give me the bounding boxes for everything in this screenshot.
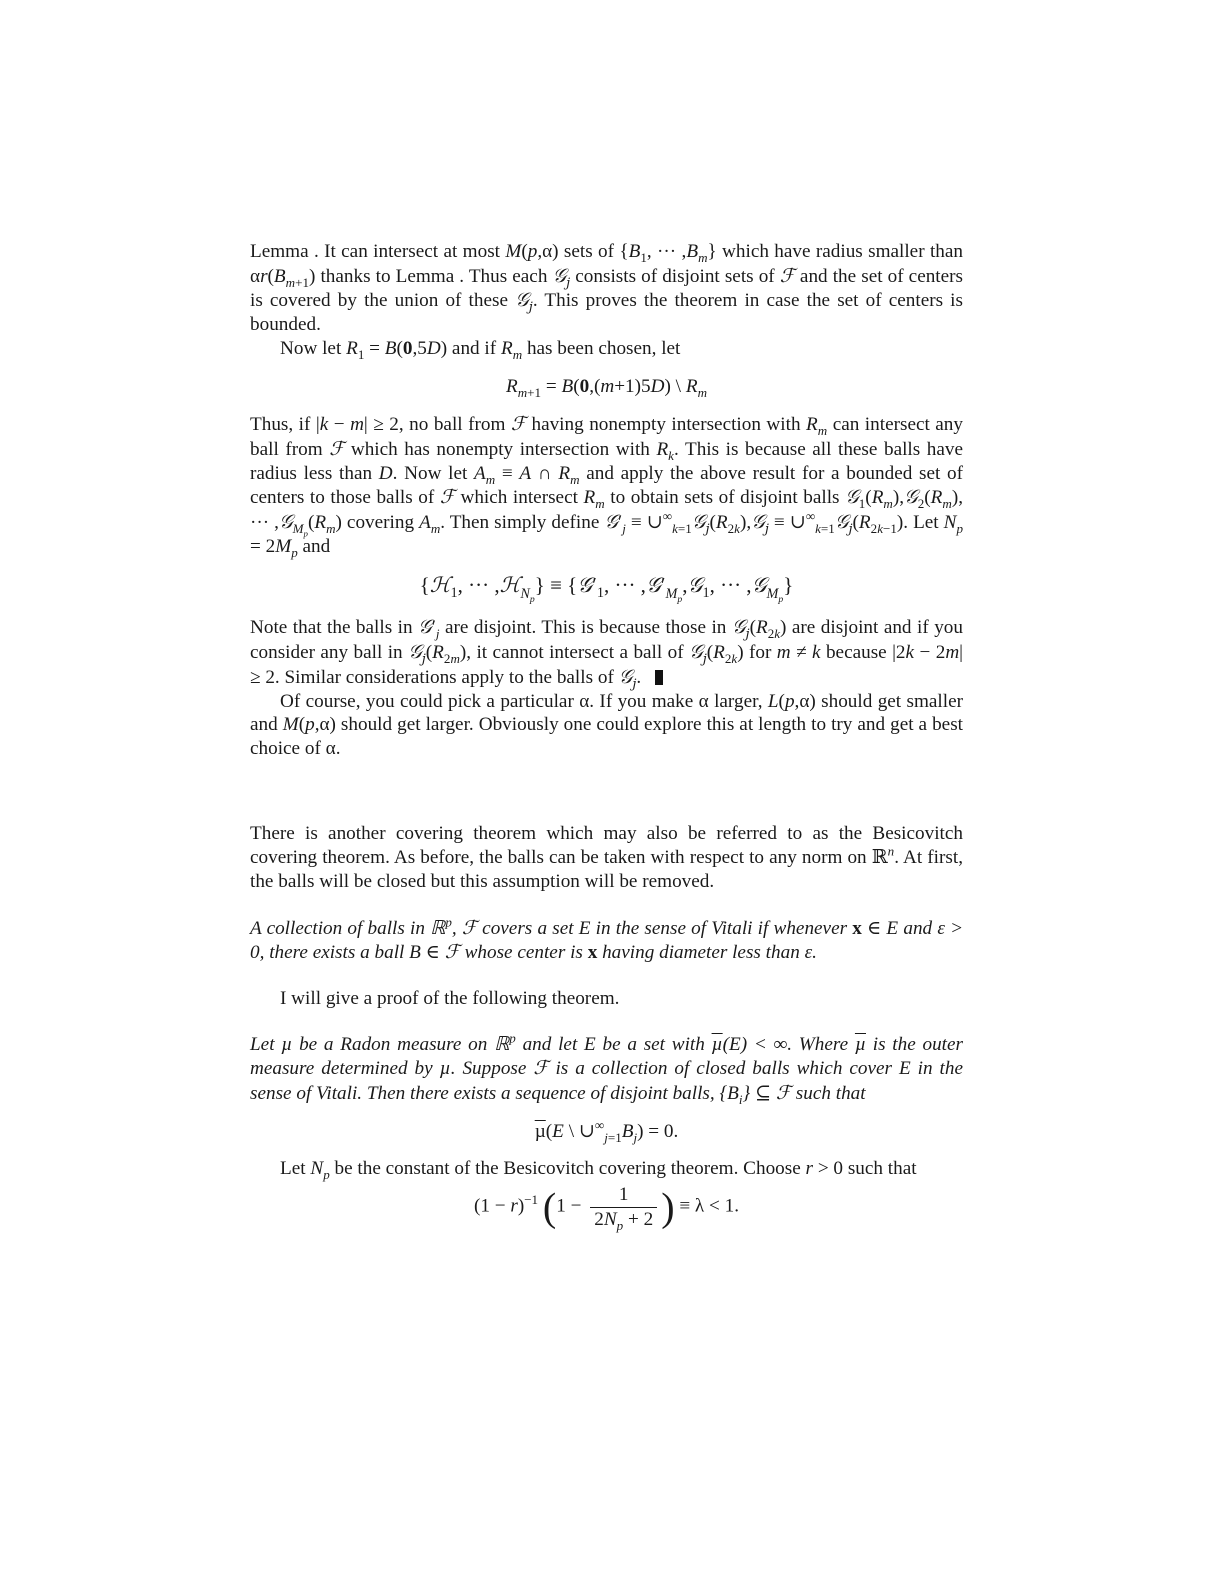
equation-r-m-plus-1: $R_{m+1} = B(0,(m+1)5D)$ \ $R_m$ — [505, 375, 707, 400]
paragraph-6: There is another covering theorem which may also be referred to as the Besicovitch covering theorem. As before, the balls can be taken with respect to any norm on ℝ$^n$. At first, the balls will be closed but this assumption will be removed. — [250, 823, 963, 892]
theorem-block: Let µ be a Radon measure on ℝ$^p$ and let E be a set with µ(E) < ∞. Where µ is the outer measure determined by µ. Suppose ℱ is a collection of closed balls which cover E in the sense of Vitali. Then there exists a sequence of disjoint balls, $\{B_i\}$ ⊆ ℱ such that — [250, 1030, 963, 1107]
definition-block: A collection of balls in ℝ$^p$, ℱ covers a set E in the sense of Vitali if whenever x ∈ E and ε > 0, there exists a ball B ∈ ℱ whose center is x having diameter less than ε. — [250, 914, 964, 964]
qed-mark — [655, 670, 663, 685]
section-heading — [270, 787, 963, 811]
paragraph-7: I will give a proof of the following theorem. — [280, 987, 620, 1009]
paragraph-2: Now let $R_1 = B(0,5D)$ and if $R_m$ has been chosen, let — [280, 337, 681, 362]
equation-h-family: {ℋ$_1$, ··· ,ℋ$_{N_p}$} ≡ {$𝒢'_1$, ··· $,𝒢'_{M_p},𝒢_1$, ··· ,𝒢$_{M_p}$} — [419, 573, 794, 605]
paragraph-5: Of course, you could pick a particular α. If you make α larger, L(p,α) should get smaller and M(p,α) should get larger. Obviously one could explore this at length to try and get a best choice of α. — [250, 690, 963, 759]
proof-paragraph: Let $N_p$ be the constant of the Besicovitch covering theorem. Choose r > 0 such that — [280, 1158, 917, 1183]
equation-measure-zero: µ(E \ $\cup^\infty_{j=1}B_j) = 0$. — [534, 1117, 679, 1145]
equation-lambda: $(1 - r)^{-1}$ (1 − $\frac{1}{2N_p + 2}$ ) ≡ λ < 1. — [473, 1184, 740, 1233]
paragraph-4: Note that the balls in $𝒢'_j$ are disjoint. This is because those in $𝒢_j(R_{2k})$ are disjoint and if you consider any ball in $𝒢_j(R_{2m})$, it cannot intersect a ball of $𝒢_j(R_{2k})$ for m ≠ k because |2k − 2m| ≥ 2. Similar considerations apply to the balls of 𝒢$_j$. — [250, 615, 964, 692]
paragraph-1: Lemma . It can intersect at most M(p,α) sets of {$B_1$, ··· $,B_m$} which have radius smaller than $\alpha r(B_{m+1})$ thanks to Lemma . Thus each 𝒢$_j$ consists of disjoint sets of ℱ and the set of centers is covered by the union of these 𝒢$_j$. This proves the theorem in case the set of centers is bounded. — [250, 241, 964, 336]
paragraph-3: Thus, if |k − m| ≥ 2, no ball from ℱ having nonempty intersection with $R_m$ can intersect any ball from ℱ which has nonempty intersection with $R_k$. This is because all these balls have radius less than D. Now let $A_m \equiv A$ ∩ $R_m$ and apply the above result for a bounded set of centers to those balls of ℱ which intersect $R_m$ to obtain sets of disjoint balls $𝒢_1(R_m),𝒢_2(R_m)$, ··· $,𝒢_{M_p}(R_m)$ covering $A_m$. Then simply define $𝒢'_j$ ≡ $\cup^\infty_{k=1}𝒢_j(R_{2k}),𝒢_j$ ≡ $\cup^\infty_{k=1}𝒢_j(R_{2k-1})$. Let $N_p = 2M_p$ and — [250, 412, 963, 560]
page-content — [250, 218, 963, 1246]
